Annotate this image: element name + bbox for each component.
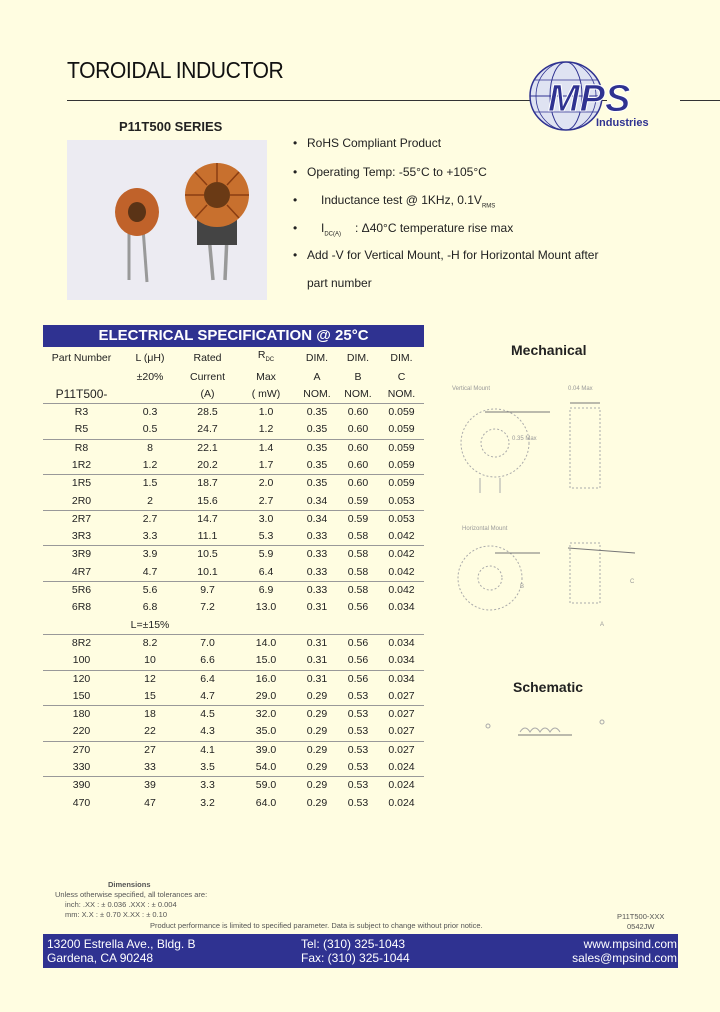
table-cell: 0.059 xyxy=(379,439,424,457)
table-cell: 0.31 xyxy=(297,634,337,652)
col-tolerance: ±20% xyxy=(136,371,164,384)
table-cell: 0.31 xyxy=(306,601,328,614)
table-cell: 0.034 xyxy=(379,634,424,652)
table-cell: 12 xyxy=(120,670,180,688)
table-cell: 2R7 xyxy=(43,510,120,528)
table-cell: 0.3 xyxy=(120,404,180,422)
table-cell: 0.5 xyxy=(142,423,158,436)
table-cell: 0.53 xyxy=(347,689,369,702)
table-row xyxy=(43,493,424,511)
table-cell: 3.3 xyxy=(142,530,158,543)
header-rule-right xyxy=(680,100,720,101)
table-cell: 6.4 xyxy=(258,565,274,578)
table-cell: 0.29 xyxy=(306,761,328,774)
table-cell: 0.027 xyxy=(379,741,424,759)
table-cell: 0.53 xyxy=(337,706,379,724)
tolerance-note: L=±15% xyxy=(130,618,170,631)
table-cell: 22 xyxy=(144,725,156,738)
table-cell: 0.58 xyxy=(337,582,379,600)
table-cell: 0.53 xyxy=(347,796,369,809)
table-row xyxy=(43,759,424,777)
table-cell: 3.0 xyxy=(235,510,297,528)
table-cell: 10 xyxy=(144,654,156,667)
table-cell: 4R7 xyxy=(71,565,92,578)
table-cell: 8.2 xyxy=(120,634,180,652)
table-cell: 0.60 xyxy=(337,439,379,457)
table-cell: 180 xyxy=(43,706,120,724)
table-cell: 33 xyxy=(144,761,156,774)
table-cell: 0.56 xyxy=(337,634,379,652)
table-cell: 120 xyxy=(43,670,120,688)
table-cell: 6.8 xyxy=(142,601,158,614)
table-cell: 0.034 xyxy=(388,601,415,614)
telephone: Tel: (310) 325-1043 xyxy=(301,937,406,951)
table-row xyxy=(43,457,424,475)
table-cell: 0.53 xyxy=(347,725,369,738)
table-cell: 330 xyxy=(72,761,91,774)
table-cell: 1R5 xyxy=(43,475,120,493)
table-cell: 6.6 xyxy=(200,654,215,667)
table-cell: 24.7 xyxy=(197,423,218,436)
table-cell: 2.7 xyxy=(120,510,180,528)
table-cell: 220 xyxy=(72,725,91,738)
series-name: P11T500 SERIES xyxy=(119,119,223,134)
table-cell: 64.0 xyxy=(255,796,277,809)
feature-item: • Operating Temp: -55°C to +105°C xyxy=(293,165,487,179)
part-prefix: P11T500- xyxy=(55,387,108,402)
table-row xyxy=(43,723,424,741)
table-cell: 470 xyxy=(72,796,91,809)
table-cell: 4.1 xyxy=(180,741,235,759)
table-cell: 15.0 xyxy=(255,654,277,667)
svg-text:Horizontal Mount: Horizontal Mount xyxy=(462,526,508,532)
table-cell: 0.58 xyxy=(347,530,369,543)
col-inductance: L (μH) xyxy=(135,351,165,364)
table-cell: 0.059 xyxy=(388,423,415,436)
table-row xyxy=(43,546,424,564)
table-cell: 0.56 xyxy=(347,601,369,614)
table-cell: 0.29 xyxy=(306,725,328,738)
table-cell: 0.56 xyxy=(347,654,369,667)
logo-subtitle: Industries xyxy=(596,117,649,129)
table-row xyxy=(43,706,424,724)
table-cell: 0.042 xyxy=(388,530,415,543)
feature-item: • Add -V for Vertical Mount, -H for Horizontal Mount after xyxy=(293,248,598,262)
table-cell: 0.56 xyxy=(337,670,379,688)
table-cell: 0.042 xyxy=(379,546,424,564)
table-cell: 0.31 xyxy=(306,654,328,667)
table-cell: 7.0 xyxy=(180,634,235,652)
table-cell: 20.2 xyxy=(197,458,218,471)
table-cell: 0.60 xyxy=(337,404,379,422)
col-max: Max xyxy=(256,371,276,384)
table-cell: 0.042 xyxy=(379,582,424,600)
table-cell: 3R3 xyxy=(71,530,92,543)
schematic-title: Schematic xyxy=(513,679,584,695)
table-cell: 0.053 xyxy=(379,510,424,528)
table-cell: 6R8 xyxy=(71,601,92,614)
table-row xyxy=(43,599,424,616)
table-cell: 59.0 xyxy=(235,777,297,795)
table-cell: R8 xyxy=(43,439,120,457)
feature-item: • $I_{DC(A)}$ : Δ40°C temperature rise max xyxy=(293,221,513,237)
table-cell: 0.29 xyxy=(306,689,328,702)
table-cell: 0.53 xyxy=(347,761,369,774)
table-cell: 0.027 xyxy=(379,706,424,724)
table-cell: 2.0 xyxy=(235,475,297,493)
table-cell: 0.024 xyxy=(388,761,415,774)
table-row xyxy=(43,475,424,493)
table-cell: 2 xyxy=(147,494,153,507)
table-row xyxy=(43,528,424,546)
table-cell: 3.5 xyxy=(200,761,215,774)
table-cell: 5R6 xyxy=(43,582,120,600)
table-cell: 32.0 xyxy=(235,706,297,724)
table-cell: 39.0 xyxy=(235,741,297,759)
email-link[interactable]: sales@mpsind.com xyxy=(572,951,677,965)
col-dim-c: DIM. xyxy=(390,351,413,364)
table-row xyxy=(43,652,424,670)
table-cell: 27 xyxy=(120,741,180,759)
table-cell: 29.0 xyxy=(255,689,277,702)
table-cell: 4.7 xyxy=(142,565,158,578)
table-cell: 1.5 xyxy=(120,475,180,493)
table-cell: 7.2 xyxy=(200,601,215,614)
address-line-2: Gardena, CA 90248 xyxy=(47,951,154,965)
table-cell: 6.9 xyxy=(235,582,297,600)
table-cell: 0.60 xyxy=(337,475,379,493)
table-row xyxy=(43,741,424,759)
table-row xyxy=(43,795,424,812)
table-cell: 0.60 xyxy=(347,423,369,436)
table-cell: 14.0 xyxy=(235,634,297,652)
table-cell: 0.059 xyxy=(388,458,415,471)
website-link[interactable]: www.mpsind.com xyxy=(583,937,677,951)
table-cell: 2.7 xyxy=(258,494,274,507)
table-cell: 0.33 xyxy=(297,546,337,564)
table-cell: 0.29 xyxy=(306,796,328,809)
product-photo xyxy=(67,140,267,300)
table-cell: 0.059 xyxy=(379,475,424,493)
table-cell: 3R9 xyxy=(43,546,120,564)
table-cell: 10.1 xyxy=(197,565,218,578)
dimensions-note: Dimensions Unless otherwise specified, all tolerances are: inch: .XX : ± 0.036 .XXX : ± 0.004 mm: X.X : ± 0.70 X.XX : ± 0.10 xyxy=(55,880,208,919)
table-cell: R3 xyxy=(43,404,120,422)
table-cell: 39 xyxy=(120,777,180,795)
table-cell: 0.059 xyxy=(379,404,424,422)
feature-item: • RoHS Compliant Product xyxy=(293,136,441,150)
table-cell: 1.0 xyxy=(235,404,297,422)
table-cell: 0.053 xyxy=(388,494,415,507)
schematic-drawing xyxy=(480,712,620,742)
table-cell: 15.6 xyxy=(197,494,218,507)
table-cell: 0.60 xyxy=(347,458,369,471)
footer-bar xyxy=(43,934,678,968)
table-cell: 28.5 xyxy=(180,404,235,422)
feature-item: • Inductance test @ 1KHz, $0.1V_{RMS}$ xyxy=(293,193,495,209)
table-cell: 0.34 xyxy=(306,494,328,507)
disclaimer: Product performance is limited to specified parameter. Data is subject to change without prior notice. xyxy=(150,921,483,930)
table-cell: 15 xyxy=(144,689,156,702)
table-cell: 18 xyxy=(120,706,180,724)
logo-letters: MPS xyxy=(548,78,631,120)
mechanical-drawing xyxy=(440,378,680,638)
table-cell: 3.9 xyxy=(120,546,180,564)
table-cell: 1.4 xyxy=(235,439,297,457)
table-cell: 1R2 xyxy=(71,458,92,471)
table-cell: R5 xyxy=(74,423,89,436)
table-row xyxy=(43,634,424,652)
table-row xyxy=(43,439,424,457)
table-cell: 0.33 xyxy=(297,582,337,600)
table-cell: 0.29 xyxy=(297,741,337,759)
table-cell: 0.35 xyxy=(297,439,337,457)
table-cell: 4.5 xyxy=(180,706,235,724)
table-cell: 0.034 xyxy=(388,654,415,667)
table-cell: 8 xyxy=(120,439,180,457)
table-cell: 5.3 xyxy=(258,530,274,543)
table-row xyxy=(43,421,424,439)
table-cell: 0.042 xyxy=(388,565,415,578)
table-cell: 100 xyxy=(72,654,91,667)
table-cell: 0.024 xyxy=(379,777,424,795)
table-cell: 2R0 xyxy=(71,494,92,507)
table-cell: 8R2 xyxy=(43,634,120,652)
svg-text:Vertical Mount: Vertical Mount xyxy=(452,386,491,392)
table-cell: 0.33 xyxy=(306,530,328,543)
table-cell: 6.4 xyxy=(180,670,235,688)
table-cell: 10.5 xyxy=(180,546,235,564)
table-row xyxy=(43,670,424,688)
table-row xyxy=(43,564,424,582)
part-code: P11T500-XXX 0542JW xyxy=(617,912,665,931)
table-cell: 4.7 xyxy=(200,689,215,702)
table-cell: 0.35 xyxy=(306,423,328,436)
table-cell: 150 xyxy=(72,689,91,702)
svg-text:B: B xyxy=(520,584,525,590)
col-dim-b: DIM. xyxy=(346,351,370,364)
col-part-number: Part Number xyxy=(51,351,112,364)
svg-text:0.04 Max: 0.04 Max xyxy=(568,386,593,392)
spec-banner: ELECTRICAL SPECIFICATION @ 25°C xyxy=(43,325,424,347)
table-cell: 9.7 xyxy=(180,582,235,600)
table-cell: 11.1 xyxy=(197,530,218,543)
fax: Fax: (310) 325-1044 xyxy=(301,951,410,965)
table-cell: 0.31 xyxy=(297,670,337,688)
table-cell: 5.6 xyxy=(120,582,180,600)
col-rdc: $R_{DC}$ xyxy=(257,349,275,364)
mechanical-title: Mechanical xyxy=(511,342,587,358)
address-line-1: 13200 Estrella Ave., Bldg. B xyxy=(47,937,196,951)
table-row xyxy=(43,582,424,600)
company-logo xyxy=(526,56,656,136)
table-cell: 1.2 xyxy=(258,423,274,436)
table-cell: 0.58 xyxy=(337,546,379,564)
col-dim-a: DIM. xyxy=(305,351,329,364)
table-cell: 0.53 xyxy=(337,777,379,795)
table-row xyxy=(43,688,424,706)
spec-table: Part Number L (μH) Rated $R_{DC}$ DIM. DIM. DIM. ±20% Current Max A B C P11T500- (A) ( mW) NOM. NOM. NOM. R3 0.3 28.5 1.0 0.35 0.60 0.059 R5 0.5 24.7 1.2 0.35 0.60 0.059 R8 8 22.1 1.4 0.35 0.60 0.059 1R2 1.2 20.2 1.7 0.35 0.60 0.059 1R5 1.5 18.7 2.0 0.35 0.60 0.059 2R0 2 15.6 2.7 0.34 0.59 0.053 2R7 2.7 14.7 3.0 0.34 0.59 0.053 3R3 3.3 11.1 5.3 0.33 0.58 0.042 3R9 3.9 10.5 5.9 0.33 0.58 0.042 4R7 4.7 10.1 6.4 0.33 0.58 0.042 5R6 5.6 9.7 6.9 0.33 0.58 0.042 6R8 6.8 7.2 13.0 0.31 0.56 0.034 L=±15% 8R2 8.2 7.0 14.0 0.31 0.56 0.034 100 10 6.6 15.0 0.31 0.56 0.034 120 12 6.4 16.0 0.31 0.56 0.034 150 15 4.7 29.0 0.29 0.53 0.027 180 18 4.5 32.0 0.29 0.53 0.027 220 22 4.3 35.0 0.29 0.53 0.027 270 27 4.1 39.0 0.29 0.53 0.027 330 33 3.5 54.0 0.29 0.53 0.024 390 39 3.3 59.0 0.29 0.53 0.024 470 47 3.2 64.0 0.29 0.53 0.024 xyxy=(43,347,424,812)
table-cell: 0.29 xyxy=(297,777,337,795)
svg-text:A: A xyxy=(600,622,605,628)
table-cell: 0.027 xyxy=(388,689,415,702)
table-cell: 0.024 xyxy=(388,796,415,809)
table-cell: 1.2 xyxy=(142,458,158,471)
col-current: Current xyxy=(189,371,225,384)
tolerance-note-row xyxy=(43,617,424,635)
table-cell: 0.35 xyxy=(306,458,328,471)
table-row xyxy=(43,777,424,795)
table-cell: 5.9 xyxy=(235,546,297,564)
table-row xyxy=(43,404,424,422)
svg-text:0.35 Max: 0.35 Max xyxy=(512,436,537,442)
table-cell: 0.034 xyxy=(379,670,424,688)
table-cell: 16.0 xyxy=(235,670,297,688)
table-cell: 0.29 xyxy=(297,706,337,724)
table-cell: 3.2 xyxy=(200,796,215,809)
table-cell: 22.1 xyxy=(180,439,235,457)
table-cell: 4.3 xyxy=(200,725,215,738)
table-cell: 0.33 xyxy=(306,565,328,578)
table-cell: 35.0 xyxy=(255,725,277,738)
page-title: TOROIDAL INDUCTOR xyxy=(67,57,284,83)
table-cell: 0.34 xyxy=(297,510,337,528)
table-cell: 0.35 xyxy=(297,475,337,493)
table-cell: 0.35 xyxy=(297,404,337,422)
table-row xyxy=(43,510,424,528)
table-cell: 14.7 xyxy=(180,510,235,528)
table-cell: 0.027 xyxy=(388,725,415,738)
table-cell: 0.53 xyxy=(337,741,379,759)
table-cell: 0.58 xyxy=(347,565,369,578)
table-cell: 54.0 xyxy=(255,761,277,774)
col-rated: Rated xyxy=(193,351,222,364)
table-cell: 390 xyxy=(43,777,120,795)
table-cell: 47 xyxy=(144,796,156,809)
table-cell: 18.7 xyxy=(180,475,235,493)
table-cell: 13.0 xyxy=(255,601,277,614)
table-cell: 3.3 xyxy=(180,777,235,795)
svg-text:C: C xyxy=(630,579,635,585)
table-cell: 1.7 xyxy=(258,458,274,471)
table-cell: 0.59 xyxy=(337,510,379,528)
table-cell: 270 xyxy=(43,741,120,759)
feature-continuation: part number xyxy=(307,276,372,290)
table-cell: 0.59 xyxy=(347,494,369,507)
